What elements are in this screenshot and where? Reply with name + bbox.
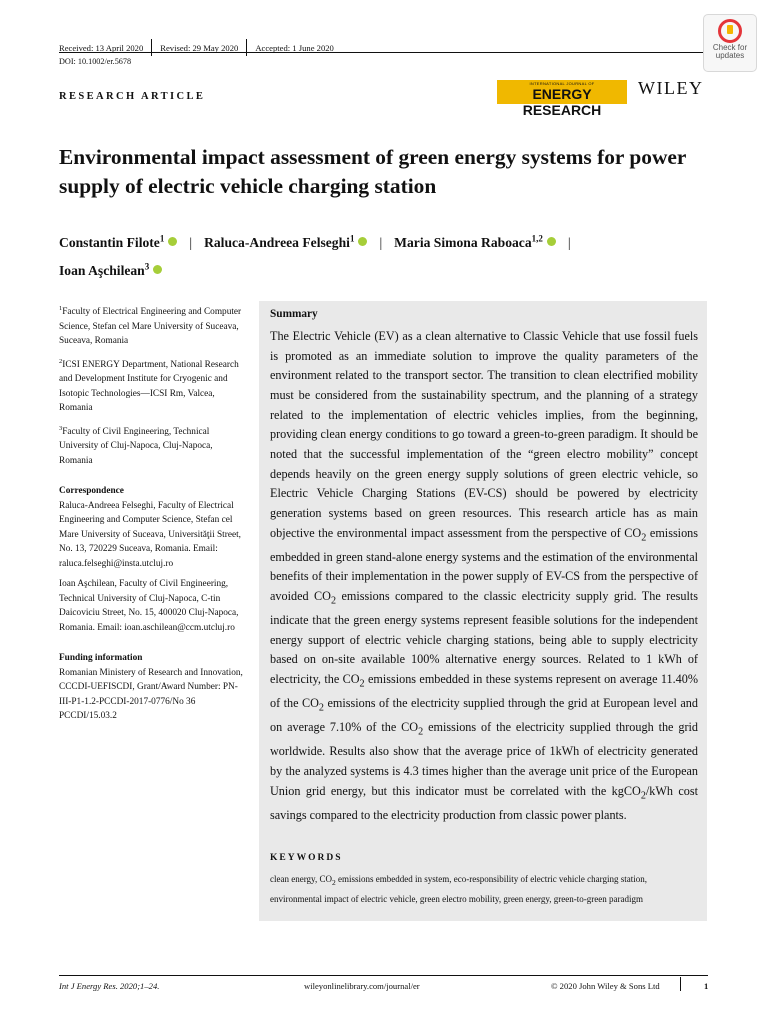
author-separator: |	[567, 234, 571, 250]
summary-part: emissions compared to the classic electricity supply grid. The results indicate that the green energy systems represent feasible solutions for the independent energy support of electric vehicle charging stations, being able to supply electricity based on on-site available 100% alternative energy sources. Related to 1 kWh of electricity, the CO	[270, 588, 698, 687]
orcid-icon[interactable]	[153, 265, 162, 274]
author-affiliation-mark: 1	[159, 233, 165, 243]
summary-part: emissions embedded in these systems represent on average 11.40% of the CO	[270, 672, 699, 711]
affiliation-number: 3	[59, 424, 63, 432]
footer-citation: Int J Energy Res. 2020;1–24.	[59, 981, 160, 991]
author-name: Maria Simona Raboaca	[394, 234, 532, 250]
footer-divider	[680, 977, 681, 991]
affiliation	[59, 302, 245, 349]
date-divider	[151, 39, 152, 56]
summary-part: emissions of the electricity supplied through the grid worldwide. Results also show that the average price of 1kWh of electricity generated by the analyzed systems is 4.3 times higher than the average unit price of the European Union grid energy, but this indicator must be correlated with the kgCO	[270, 720, 698, 798]
spacer	[59, 474, 245, 484]
author	[59, 263, 162, 278]
check-line1: Check for	[712, 43, 748, 52]
header-rule	[59, 52, 704, 53]
subscript: 2	[331, 877, 336, 887]
author-separator: |	[189, 234, 193, 250]
keywords-part: emissions embedded in system, eco-responsibility of electric vehicle charging station, environmental impact of electric vehicle, green electro mobility, green energy, green-to-green paradigm	[270, 874, 647, 904]
summary-part: /kWh cost savings compared to the electricity production from classic power plants.	[270, 783, 699, 822]
author	[204, 235, 367, 250]
author-list	[59, 226, 719, 283]
revised-date: Revised: 29 May 2020	[160, 42, 239, 53]
correspondence-entry: Ioan Aşchilean, Faculty of Civil Engineering, Technical University of Cluj-Napoca, C-tin Daicoviciu Street, No. 15, 400020 Cluj-Napoca, Romania. Email: ioan.aschilean@ccm.utcluj.ro	[59, 579, 239, 633]
author	[394, 235, 556, 250]
check-line2: updates	[715, 51, 745, 60]
summary-part: emissions of the electricity supplied through the grid at European level and on average 7.10% of the CO	[270, 696, 698, 735]
subscript: 2	[318, 702, 324, 714]
funding-text: Romanian Ministery of Research and Innovation, CCCDI-UEFISCDI, Grant/Award Number: PN-III-P1-1.2-PCCDI-2017-0776/No 36 PCCDI/15.03.2	[59, 667, 243, 722]
author-name: Raluca-Andreea Felseghi	[204, 234, 350, 250]
funding-heading: Funding information	[59, 653, 143, 664]
orcid-icon[interactable]	[358, 237, 367, 246]
article-dates	[59, 39, 334, 56]
accepted-date: Accepted: 1 June 2020	[255, 42, 334, 53]
journal-logo-name: ENERGY RESEARCH	[522, 86, 602, 118]
summary-part: emissions embedded in green stand-alone energy systems and the estimation of the environmental benefits of their implementation in the power supply of EV-CS from the perspective of avoided CO	[270, 525, 698, 603]
correspondence-heading: Correspondence	[59, 486, 124, 497]
subscript: 2	[359, 678, 365, 690]
affiliation	[59, 422, 245, 469]
affiliation-text: Faculty of Electrical Engineering and Computer Science, Stefan cel Mare University of Suceava, Suceava, Romania	[59, 307, 242, 347]
check-for-updates-button[interactable]	[703, 14, 757, 72]
summary-heading: Summary	[270, 308, 318, 320]
publisher-logo: WILEY	[638, 78, 704, 98]
footer-rule	[59, 975, 708, 976]
author-name: Ioan Aşchilean	[59, 263, 145, 279]
journal-logo	[497, 80, 627, 118]
orcid-icon[interactable]	[168, 237, 177, 246]
affiliation-number: 2	[59, 357, 63, 365]
correspondence-entry: Raluca-Andreea Felseghi, Faculty of Electrical Engineering and Computer Science, Stefan cel Mare University of Suceava, Universităţii Street, No. 13, 720229 Suceava, Romania. Email: raluca.felseghi@insta.utcluj.ro	[59, 500, 242, 569]
doi: DOI: 10.1002/er.5678	[59, 57, 132, 66]
summary-part: The Electric Vehicle (EV) as a clean alternative to Classic Vehicle that use fossil fuels is promoted as an immediate solution to improve the quality parameters of the environment related to the transport sector. The transition to clean electrified mobility must be considered from the sustainability spectrum, and the planning of a strategy related to the implementation of electric vehicles implies, from the beginning, providing clean energy conditions to go toward a green-to-green paradigm. It should be noted that the successful implementation of the “green electro mobility” concept depends heavily on the green energy supply solutions of green electric vehicle, so Electric Vehicle Charging Stations (EV-CS) should be powered by electricity generation systems based on green resources. This research article has as main objective the environmental impact assessment from the perspective of CO	[270, 329, 698, 540]
article-title: Environmental impact assessment of green energy systems for power supply of electric vehicle charging station	[59, 145, 686, 198]
author-affiliation-mark: 1,2	[531, 233, 543, 243]
spacer	[59, 641, 245, 651]
subscript: 2	[330, 595, 337, 607]
subscript: 2	[418, 726, 424, 738]
summary-text	[270, 327, 698, 825]
author	[59, 235, 177, 250]
author-affiliation-mark: 3	[144, 261, 150, 272]
affiliation-text: ICSI ENERGY Department, National Research and Development Institute for Cryogenic and Isotopic Technologies—ICSI Rm, Valcea, Romania	[59, 359, 239, 414]
bookmark-icon	[718, 19, 742, 43]
page-number: 1	[704, 981, 709, 991]
subscript: 2	[640, 790, 646, 802]
author-name: Constantin Filote	[59, 234, 160, 250]
keywords-text	[270, 871, 690, 908]
affiliation-text: Faculty of Civil Engineering, Technical University of Cluj-Napoca, Cluj-Napoca, Romania	[59, 426, 213, 466]
keywords-heading: KEYWORDS	[270, 853, 343, 863]
author-separator: |	[379, 234, 383, 250]
footer-copyright: © 2020 John Wiley & Sons Ltd	[551, 981, 660, 991]
affiliation-number: 1	[59, 305, 63, 312]
left-column	[59, 302, 245, 730]
keywords-part: clean energy, CO	[270, 874, 332, 884]
journal-logo-small: INTERNATIONAL JOURNAL OF	[529, 81, 595, 86]
orcid-icon[interactable]	[547, 237, 556, 246]
author-affiliation-mark: 1	[349, 233, 355, 243]
received-date: Received: 13 April 2020	[59, 42, 144, 53]
date-divider	[246, 39, 247, 56]
footer-url[interactable]: wileyonlinelibrary.com/journal/er	[304, 981, 420, 991]
affiliation	[59, 355, 245, 416]
article-type: RESEARCH ARTICLE	[59, 91, 206, 102]
subscript: 2	[641, 532, 647, 543]
